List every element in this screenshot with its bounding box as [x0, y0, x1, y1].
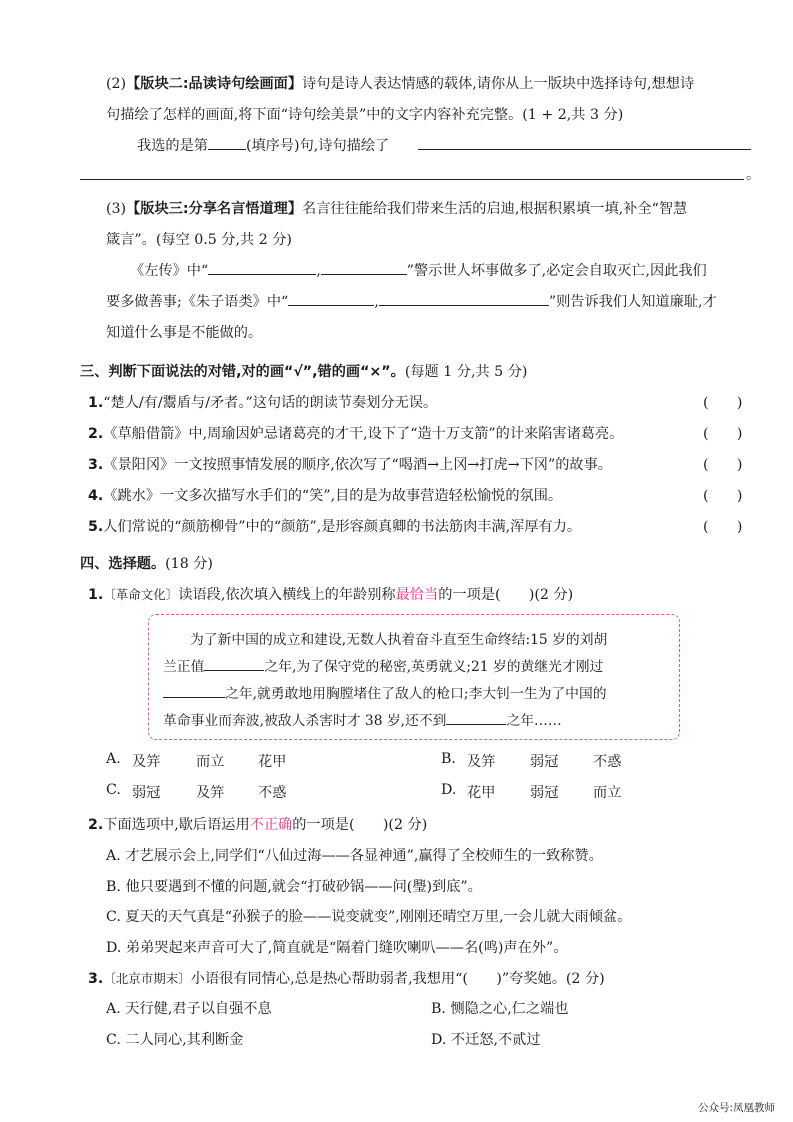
option-label: A. [106, 1001, 121, 1017]
q2-end-mark: 。 [746, 167, 761, 183]
q2-blank-description[interactable] [418, 149, 751, 150]
option-label: D. [441, 782, 457, 798]
option-word: 弱冠 [530, 785, 559, 801]
tf-text: 《草船借箭》中,周瑜因妒忌诸葛亮的才干,设下了“造十万支箭”的计来陷害诸葛亮。 [103, 426, 624, 442]
footer-account: 公众号:凤凰教师 [697, 1102, 775, 1114]
mc1-text-pre: 读语段,依次填入横线上的年龄别称 [178, 587, 396, 603]
mc1-text-post: 的一项是( )(2 分) [438, 587, 574, 603]
mc1-number: 1. [88, 587, 104, 603]
option-text: 二人同心,其利断金 [125, 1032, 244, 1048]
option-text: 天行健,君子以自强不息 [125, 1001, 272, 1017]
option-label: D. [106, 940, 122, 956]
q3-comma-2: , [374, 294, 379, 310]
tf-item-2 [88, 423, 623, 443]
q3-blank-1[interactable] [208, 260, 316, 275]
part4-note: (18 分) [165, 556, 213, 572]
part3-heading [80, 361, 527, 381]
mc1-option-c[interactable] [106, 782, 287, 801]
q2-fill-prefix: 我选的是第 [137, 138, 208, 154]
mc1-option-d[interactable] [441, 782, 622, 801]
mc2-option-c[interactable] [106, 906, 631, 926]
q2-number: (2) [106, 76, 127, 92]
q2-text-1: 诗句是诗人表达情感的载体,请你从上一版块中选择诗句,想想诗 [302, 76, 695, 92]
tf-text: 《跳水》一文多次描写水手们的“笑”,目的是为故事营造轻松愉悦的氛围。 [103, 488, 563, 504]
mc2-option-a[interactable] [106, 845, 603, 865]
tf-num: 5. [88, 519, 104, 535]
mc1-option-a[interactable] [106, 751, 287, 770]
passage-line-2 [163, 655, 603, 675]
q3-blank-2[interactable] [321, 260, 407, 275]
option-word: 及笄 [467, 754, 496, 770]
q3-comma-1: , [316, 263, 321, 279]
tf-num: 4. [88, 488, 104, 504]
passage-blank-3[interactable] [446, 710, 506, 725]
q3-blank-3[interactable] [288, 291, 374, 306]
mc2-question [88, 814, 427, 834]
q3-text-4: ”则告诉我们人知道廉耻,才 [548, 294, 717, 310]
option-label: C. [106, 782, 121, 798]
q3-number: (3) [106, 201, 127, 217]
mc3-number: 3. [88, 971, 104, 987]
q3-section-title: 【版块三:分享名言悟道理】 [126, 201, 303, 217]
tf-answer-2[interactable]: ( ) [703, 426, 743, 442]
passage-text: 兰正值 [163, 659, 205, 675]
q3-zuozhuan: 《左传》中“ [130, 263, 209, 279]
option-label: B. [441, 751, 456, 767]
mc1-emphasis: 最恰当 [395, 587, 439, 603]
option-word: 弱冠 [530, 754, 559, 770]
q3-line5: 知道什么事是不能做的。 [106, 325, 263, 341]
mc3-option-d[interactable] [431, 1029, 541, 1049]
mc1-question [88, 584, 573, 604]
tf-item-1 [88, 392, 437, 412]
option-text: 夏天的天气真是“孙猴子的脸——说变就变”,刚刚还晴空万里,一会儿就大雨倾盆。 [125, 909, 632, 925]
option-label: B. [106, 879, 121, 895]
mc3-option-a[interactable] [106, 998, 272, 1018]
part3-title: 三、判断下面说法的对错,对的画“√”,错的画“×”。 [80, 364, 405, 380]
tf-num: 3. [88, 457, 104, 473]
mc3-option-b[interactable] [431, 998, 568, 1018]
option-text: 弟弟哭起来声音可大了,简直就是“隔着门缝吹喇叭——名(鸣)声在外”。 [125, 940, 568, 956]
passage-line-3 [163, 682, 607, 702]
q2-line1 [106, 73, 694, 93]
passage-blank-2[interactable] [163, 683, 225, 698]
option-label: A. [106, 848, 121, 864]
q2-line2: 句描绘了怎样的画面,将下面“诗句绘美景”中的文字内容补充完整。(1 + 2,共 3 分) [106, 107, 624, 123]
option-word: 花甲 [258, 754, 287, 770]
tf-text: 人们常说的“颜筋柳骨”中的“颜筋”,是形容颜真卿的书法筋肉丰满,浑厚有力。 [103, 519, 582, 535]
mc2-text-post: 的一项是( )(2 分) [292, 817, 428, 833]
q3-text-3: ”警示世人坏事做多了,必定会自取灭亡,因此我们 [406, 263, 707, 279]
tf-answer-3[interactable]: ( ) [703, 457, 743, 473]
tf-item-4 [88, 485, 562, 505]
tf-answer-1[interactable]: ( ) [703, 395, 743, 411]
mc2-option-b[interactable] [106, 876, 482, 896]
tf-answer-5[interactable]: ( ) [703, 519, 743, 535]
mc1-option-b[interactable] [441, 751, 622, 770]
tf-answer-4[interactable]: ( ) [703, 488, 743, 504]
mc3-option-c[interactable] [106, 1029, 243, 1049]
mc2-emphasis: 不正确 [249, 817, 293, 833]
option-text: 不迁怒,不贰过 [450, 1032, 541, 1048]
option-word: 不惑 [258, 785, 287, 801]
option-label: D. [431, 1032, 447, 1048]
mc2-number: 2. [88, 817, 104, 833]
passage-text: 之年…… [506, 713, 562, 729]
q3-line1 [106, 198, 687, 218]
passage-line-1: 为了新中国的成立和建设,无数人执着奋斗直至生命终结:15 岁的刘胡 [190, 632, 608, 648]
option-label: B. [431, 1001, 446, 1017]
q3-blank-4[interactable] [379, 291, 549, 306]
tf-item-5 [88, 516, 581, 536]
tf-text: “楚人/有/鬻盾与/矛者。”这句话的朗读节奏划分无误。 [103, 395, 438, 411]
q3-line2: 箴言”。(每空 0.5 分,共 2 分) [106, 232, 292, 248]
mc3-question [88, 968, 605, 988]
option-text: 恻隐之心,仁之端也 [450, 1001, 569, 1017]
option-word: 及笄 [132, 754, 161, 770]
q2-blank-description-2[interactable] [80, 179, 744, 180]
mc2-option-d[interactable] [106, 937, 567, 957]
option-word: 不惑 [593, 754, 622, 770]
tf-item-3 [88, 454, 612, 474]
q3-text-1: 名言往往能给我们带来生活的启迪,根据积累填一填,补全“智慧 [302, 201, 688, 217]
option-word: 而立 [196, 754, 225, 770]
option-word: 及笄 [196, 785, 225, 801]
q3-line4 [106, 291, 717, 311]
mc1-tag: 〔革命文化〕 [103, 587, 179, 602]
option-word: 而立 [593, 785, 622, 801]
q3-line3 [130, 260, 707, 280]
part4-title: 四、选择题。 [80, 556, 166, 572]
option-text: 才艺展示会上,同学们“八仙过海——各显神通”,赢得了全校师生的一致称赞。 [125, 848, 603, 864]
q2-fill-middle: (填序号)句,诗句描绘了 [245, 138, 390, 154]
q2-section-title: 【版块二:品读诗句绘画面】 [126, 76, 303, 92]
passage-text: 之年,为了保守党的秘密,英勇就义;21 岁的黄继光才刚过 [264, 659, 604, 675]
mc3-text: 小语很有同情心,总是热心帮助弱者,我想用“( )”夸奖她。(2 分) [190, 971, 605, 987]
option-word: 弱冠 [132, 785, 161, 801]
q3-zhuzi: 要多做善事;《朱子语类》中“ [106, 294, 289, 310]
tf-num: 2. [88, 426, 104, 442]
tf-num: 1. [88, 395, 104, 411]
option-label: C. [106, 909, 121, 925]
option-word: 花甲 [467, 785, 496, 801]
mc3-tag: 〔北京市期末〕 [103, 971, 191, 986]
passage-line-4 [163, 709, 562, 729]
option-label: C. [106, 1032, 121, 1048]
passage-text: 革命事业而奔波,被敌人杀害时才 38 岁,还不到 [163, 713, 447, 729]
passage-text: 之年,就勇敢地用胸膛堵住了敌人的枪口;李大钊一生为了中国的 [225, 686, 607, 702]
option-label: A. [106, 751, 121, 767]
passage-blank-1[interactable] [204, 656, 264, 671]
mc2-text-pre: 下面选项中,歇后语运用 [103, 817, 250, 833]
q2-blank-number[interactable] [208, 135, 246, 150]
tf-text: 《景阳冈》一文按照事情发展的顺序,依次写了“喝酒→上冈→打虎→下冈”的故事。 [103, 457, 612, 473]
part4-heading [80, 553, 213, 573]
option-text: 他只要遇到不懂的问题,就会“打破砂锅——问(璺)到底”。 [125, 879, 482, 895]
q2-fill-line [137, 135, 389, 155]
part3-note: (每题 1 分,共 5 分) [404, 364, 528, 380]
